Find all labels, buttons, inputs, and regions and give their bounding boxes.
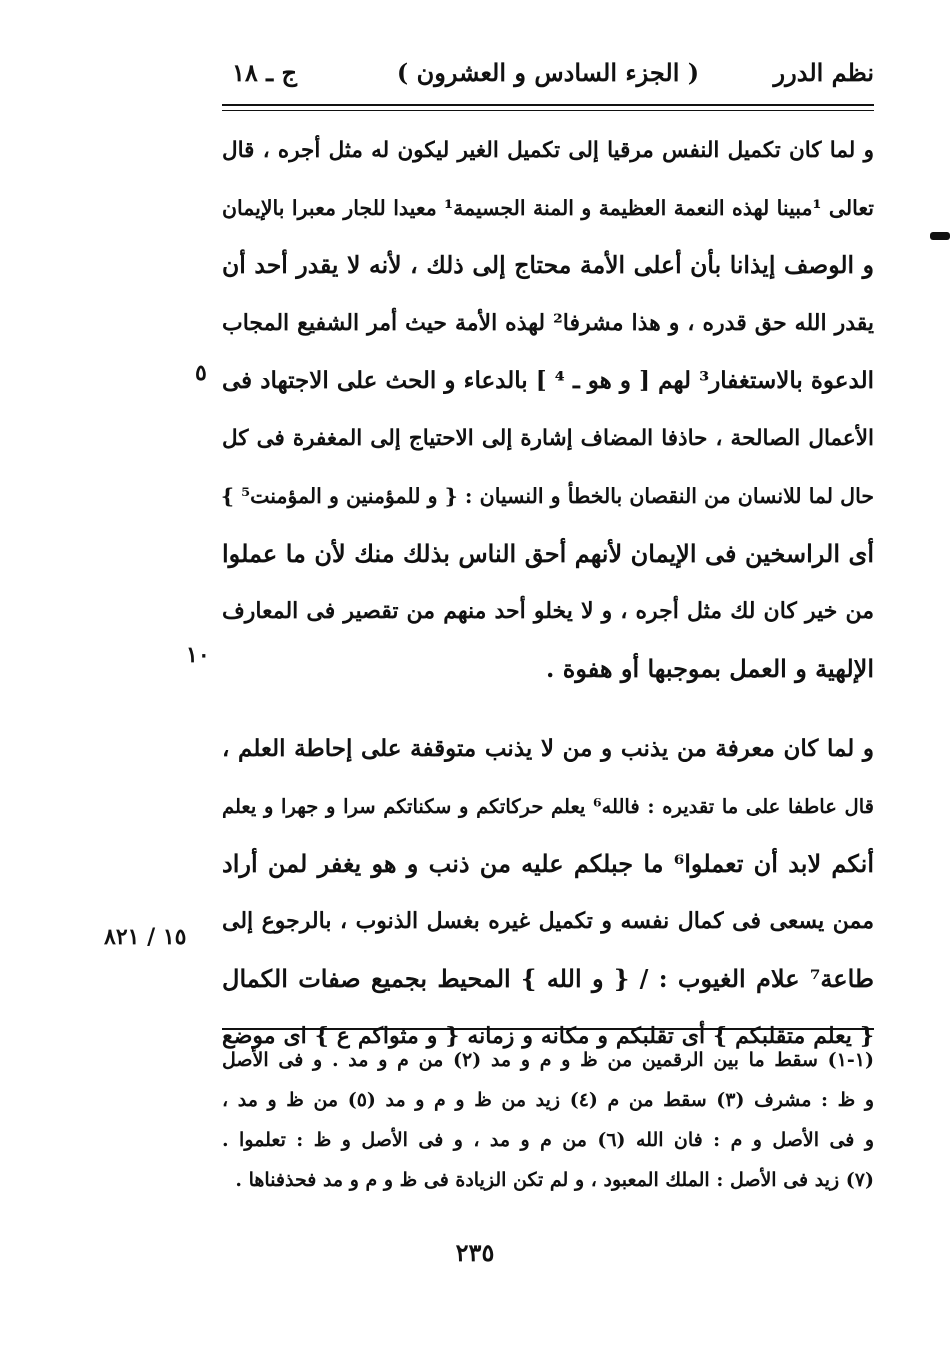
line-number-10: ١٠ bbox=[186, 642, 210, 668]
main-text bbox=[222, 122, 874, 1066]
footnote-line: و ظ : مشرف (٣) سقط من م (٤) زيد من ظ و م و مد (٥) من ظ و مد ، bbox=[222, 1089, 875, 1111]
part-title: ( الجزء السادس و العشرون ) bbox=[396, 58, 700, 87]
text-line: ممن يسعى فى كمال نفسه و تكميل غيره بغسل الذنوب ، بالرجوع إلى bbox=[222, 907, 874, 934]
footnotes bbox=[222, 1040, 874, 1200]
footnote-line: (٧) زيد فى الأصل : الملك المعبود ، و لم تكن الزيادة فى ظ و م و مد فحذفناها . bbox=[235, 1169, 874, 1191]
text-line: الدعوة بالاستغفار³ لهم [ و هو ـ ⁴ ] بالدعاء و الحث على الاجتهاد فى bbox=[222, 367, 874, 395]
text-line: و الوصف إيذانا بأن أعلى الأمة محتاج إلى ذلك ، لأنه لا يقدر أحد أن bbox=[222, 251, 874, 280]
footnote-line: و فى الأصل و م : فان الله (٦) من م و مد ، و فى الأصل و ظ : تعلموا . bbox=[222, 1129, 874, 1151]
footnote-line: (١-١) سقط ما بين الرقمين من ظ و م و مد (٢) من م و مد . و فى الأصل bbox=[222, 1049, 874, 1071]
text-line: أنكم لابد أن تعملوا⁶ ما جبلكم عليه من ذنب و هو يغفر لمن أراد bbox=[222, 849, 875, 879]
text-line: الأعمال الصالحة ، حاذفا المضاف إشارة إلى الاحتياج إلى المغفرة فى كل bbox=[222, 425, 874, 451]
text-line: قال عاطفا على ما تقديره : فالله⁶ يعلم حركاتكم و سكناتكم سرا و جهرا و يعلم bbox=[222, 794, 874, 818]
text-line: الإلهية و العمل بموجبها أو هفوة . bbox=[546, 654, 874, 684]
line-number-15-manuscript-ref: ١٥ / ٨٢١ bbox=[104, 924, 187, 950]
running-header bbox=[222, 58, 874, 98]
text-line: { يعلم متقلبكم } أى تقلبكم و مكانه و زمانه { و مثواكم ع } اى موضع bbox=[222, 1022, 874, 1049]
ink-mark bbox=[930, 232, 950, 240]
footnote-rule bbox=[222, 1028, 874, 1030]
text-line: و لما كان تكميل النفس مرقيا إلى تكميل الغير ليكون له مثل أجره ، قال bbox=[222, 138, 874, 163]
volume-number: ج ـ ١٨ bbox=[232, 58, 298, 87]
text-line: طاعة⁷ علام الغيوب : / { و الله } المحيط بجميع صفات الكمال bbox=[222, 964, 874, 994]
header-rule bbox=[222, 104, 874, 111]
text-line: يقدر الله حق قدره ، و هذا مشرفا² لهذه الأمة حيث أمر الشفيع المجاب bbox=[222, 309, 874, 336]
paragraph-gap bbox=[222, 698, 874, 720]
text-line: أى الراسخين فى الإيمان لأنهم أحق الناس بذلك منك لأن ما عملوا bbox=[222, 539, 874, 569]
page-number: ٢٣٥ bbox=[455, 1238, 495, 1267]
text-line: و لما كان معرفة من يذنب و من لا يذنب متوقفة على إحاطة العلم ، bbox=[222, 734, 874, 762]
line-number-5: ٥ bbox=[195, 360, 207, 386]
text-line: من خير كان لك مثل أجره ، و لا يخلو أحد منهم من تقصير فى المعارف bbox=[222, 597, 874, 624]
text-line: تعالى ¹مبينا لهذه النعمة العظيمة و المنة الجسيمة¹ معيدا للجار معبرا بالإيمان bbox=[222, 195, 875, 220]
text-line: حال لما للانسان من النقصان بالخطأ و النسيان : { و للمؤمنين و المؤمنت⁵ } bbox=[220, 483, 874, 508]
book-title: نظم الدرر bbox=[773, 58, 874, 87]
